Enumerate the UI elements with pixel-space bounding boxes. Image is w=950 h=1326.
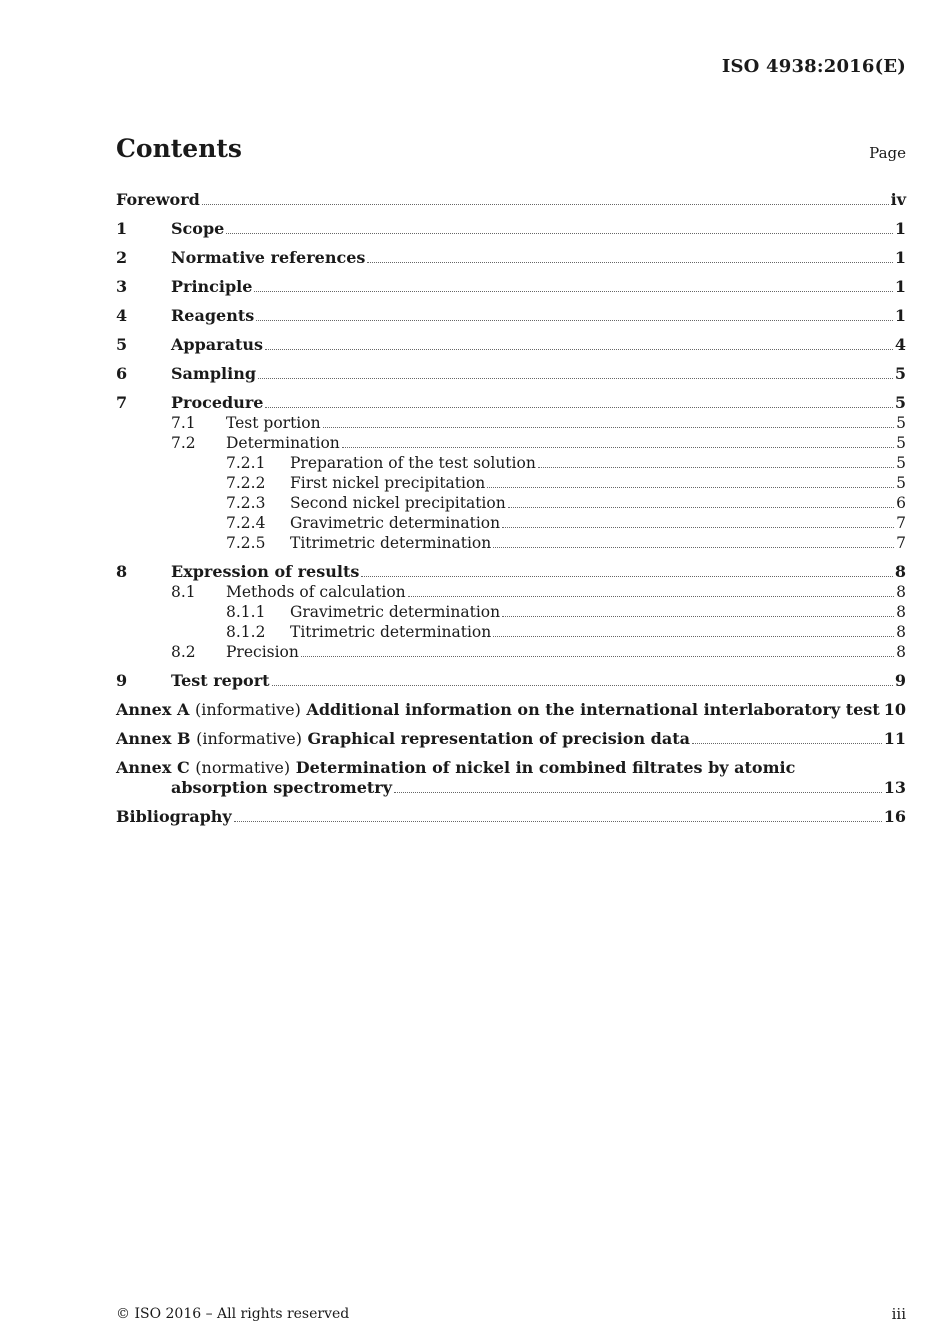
toc-title: Sampling bbox=[171, 364, 257, 383]
dot-leader bbox=[408, 593, 894, 597]
toc-annex-b[interactable] bbox=[116, 729, 906, 749]
dot-leader bbox=[493, 544, 894, 548]
toc-page-number: 7 bbox=[896, 514, 906, 532]
toc-entry[interactable] bbox=[116, 493, 906, 513]
toc-page-number: 8 bbox=[894, 562, 906, 581]
toc-page-number: 5 bbox=[896, 414, 906, 432]
toc-entry[interactable] bbox=[116, 622, 906, 642]
toc-section-number: 8.1 bbox=[171, 583, 196, 601]
toc-title: Expression of results bbox=[171, 562, 360, 581]
toc-page-number: 6 bbox=[896, 494, 906, 512]
annex-title: Graphical representation of precision data bbox=[307, 729, 690, 748]
toc-entry[interactable] bbox=[116, 306, 906, 326]
toc-page-number: 5 bbox=[896, 474, 906, 492]
toc-title: Test report bbox=[171, 671, 270, 690]
dot-leader bbox=[301, 653, 894, 657]
toc-title: Gravimetric determination bbox=[290, 603, 501, 621]
toc-section-number: 8.1.2 bbox=[226, 623, 266, 641]
toc-page-number: 1 bbox=[894, 277, 906, 296]
toc-section-number: 1 bbox=[116, 219, 128, 238]
toc-section-number: 2 bbox=[116, 248, 128, 267]
annex-kind: (normative) bbox=[195, 758, 291, 777]
toc-page-number: 5 bbox=[896, 454, 906, 472]
contents-title: Contents bbox=[116, 134, 243, 163]
dot-leader bbox=[502, 613, 894, 617]
toc-entry[interactable] bbox=[116, 248, 906, 268]
toc-page-number: 1 bbox=[894, 219, 906, 238]
toc-section-number: 7.2.5 bbox=[226, 534, 266, 552]
footer-page-number: iii bbox=[891, 1305, 906, 1323]
toc-entry[interactable] bbox=[116, 453, 906, 473]
dot-leader bbox=[394, 789, 882, 793]
toc-section-number: 9 bbox=[116, 671, 128, 690]
toc-section-number: 6 bbox=[116, 364, 128, 383]
toc-page-number: 8 bbox=[896, 583, 906, 601]
toc-title: Determination bbox=[226, 434, 340, 452]
toc-entry[interactable] bbox=[116, 413, 906, 433]
toc-entry[interactable] bbox=[116, 473, 906, 493]
toc-section-number: 4 bbox=[116, 306, 128, 325]
toc-page-number: 16 bbox=[883, 807, 906, 826]
toc-page-number: 9 bbox=[894, 671, 906, 690]
toc-entry[interactable] bbox=[116, 277, 906, 297]
toc-section-number: 5 bbox=[116, 335, 128, 354]
dot-leader bbox=[502, 524, 894, 528]
toc-title: Titrimetric determination bbox=[290, 534, 492, 552]
annex-title-continued: absorption spectrometry bbox=[171, 778, 393, 797]
dot-leader bbox=[342, 444, 894, 448]
toc-page-number: 13 bbox=[883, 778, 906, 797]
document-id: ISO 4938:2016(E) bbox=[721, 56, 906, 77]
toc-page-number: iv bbox=[890, 190, 906, 209]
toc-section-number: 7.2.3 bbox=[226, 494, 266, 512]
toc-title: Test portion bbox=[226, 414, 321, 432]
toc-entry[interactable] bbox=[116, 602, 906, 622]
toc-page-number: 4 bbox=[894, 335, 906, 354]
toc-title: Scope bbox=[171, 219, 225, 238]
toc-title: First nickel precipitation bbox=[290, 474, 486, 492]
annex-title: Additional information on the international interlaboratory test bbox=[306, 700, 880, 719]
page-column-label: Page bbox=[869, 144, 906, 162]
toc-page-number: 5 bbox=[894, 393, 906, 412]
dot-leader bbox=[361, 573, 893, 577]
toc-annex-a[interactable] bbox=[116, 700, 906, 720]
dot-leader bbox=[538, 464, 894, 468]
toc-page-number: 10 bbox=[883, 700, 906, 719]
toc-entry[interactable] bbox=[116, 219, 906, 239]
toc-bibliography[interactable] bbox=[116, 807, 906, 827]
toc-title: Foreword bbox=[116, 190, 200, 209]
toc-title: Second nickel precipitation bbox=[290, 494, 506, 512]
dot-leader bbox=[226, 230, 893, 234]
dot-leader bbox=[323, 424, 895, 428]
toc-title: Bibliography bbox=[116, 807, 232, 826]
toc-section-number: 7.2.2 bbox=[226, 474, 266, 492]
toc-entry[interactable] bbox=[116, 513, 906, 533]
toc-entry[interactable] bbox=[116, 582, 906, 602]
toc-section-number: 8 bbox=[116, 562, 128, 581]
toc-title: Principle bbox=[171, 277, 253, 296]
footer-copyright: © ISO 2016 – All rights reserved bbox=[116, 1306, 350, 1322]
toc-section-number: 8.2 bbox=[171, 643, 196, 661]
toc-section-number: 7.2.4 bbox=[226, 514, 266, 532]
dot-leader bbox=[265, 346, 893, 350]
toc-page-number: 5 bbox=[896, 434, 906, 452]
toc-entry[interactable] bbox=[116, 364, 906, 384]
toc-entry[interactable] bbox=[116, 533, 906, 553]
toc-title: Apparatus bbox=[171, 335, 263, 354]
toc-title: Methods of calculation bbox=[226, 583, 406, 601]
toc-title: Procedure bbox=[171, 393, 264, 412]
toc-section-number: 7.1 bbox=[171, 414, 196, 432]
annex-title: Determination of nickel in combined filtrates by atomic bbox=[295, 758, 796, 777]
toc-page-number: 1 bbox=[894, 248, 906, 267]
dot-leader bbox=[265, 404, 892, 408]
toc-page-number: 7 bbox=[896, 534, 906, 552]
dot-leader bbox=[202, 201, 889, 205]
dot-leader bbox=[487, 484, 894, 488]
annex-label: Annex B bbox=[116, 729, 191, 748]
dot-leader bbox=[234, 818, 882, 822]
toc-section-number: 8.1.1 bbox=[226, 603, 266, 621]
toc-title: Reagents bbox=[171, 306, 255, 325]
toc-title: Precision bbox=[226, 643, 299, 661]
dot-leader bbox=[272, 682, 893, 686]
toc-page-number: 8 bbox=[896, 623, 906, 641]
dot-leader bbox=[254, 288, 892, 292]
annex-kind: (informative) bbox=[194, 700, 301, 719]
annex-kind: (informative) bbox=[196, 729, 302, 748]
toc-title: Gravimetric determination bbox=[290, 514, 501, 532]
dot-leader bbox=[508, 504, 894, 508]
toc-page-number: 5 bbox=[894, 364, 906, 383]
toc-title: Normative references bbox=[171, 248, 366, 267]
toc-section-number: 3 bbox=[116, 277, 128, 296]
toc-section-number: 7.2.1 bbox=[226, 454, 266, 472]
toc-title: Preparation of the test solution bbox=[290, 454, 536, 472]
toc-section-number: 7 bbox=[116, 393, 128, 412]
table-of-contents bbox=[116, 188, 906, 827]
toc-entry[interactable] bbox=[116, 642, 906, 662]
toc-section-number: 7.2 bbox=[171, 434, 196, 452]
dot-leader bbox=[692, 740, 882, 744]
toc-title: Titrimetric determination bbox=[290, 623, 492, 641]
dot-leader bbox=[493, 633, 894, 637]
toc-page-number: 11 bbox=[883, 729, 906, 748]
annex-label: Annex C bbox=[116, 758, 190, 777]
toc-page-number: 8 bbox=[896, 603, 906, 621]
toc-page-number: 1 bbox=[894, 306, 906, 325]
dot-leader bbox=[367, 259, 892, 263]
toc-entry[interactable] bbox=[116, 335, 906, 355]
toc-entry[interactable] bbox=[116, 562, 906, 582]
toc-entry[interactable] bbox=[116, 671, 906, 691]
toc-entry[interactable] bbox=[116, 393, 906, 413]
annex-label: Annex A bbox=[116, 700, 190, 719]
toc-entry[interactable] bbox=[116, 190, 906, 210]
toc-page-number: 8 bbox=[896, 643, 906, 661]
dot-leader bbox=[256, 317, 893, 321]
toc-annex-c[interactable] bbox=[116, 758, 906, 798]
dot-leader bbox=[258, 375, 893, 379]
toc-entry[interactable] bbox=[116, 433, 906, 453]
